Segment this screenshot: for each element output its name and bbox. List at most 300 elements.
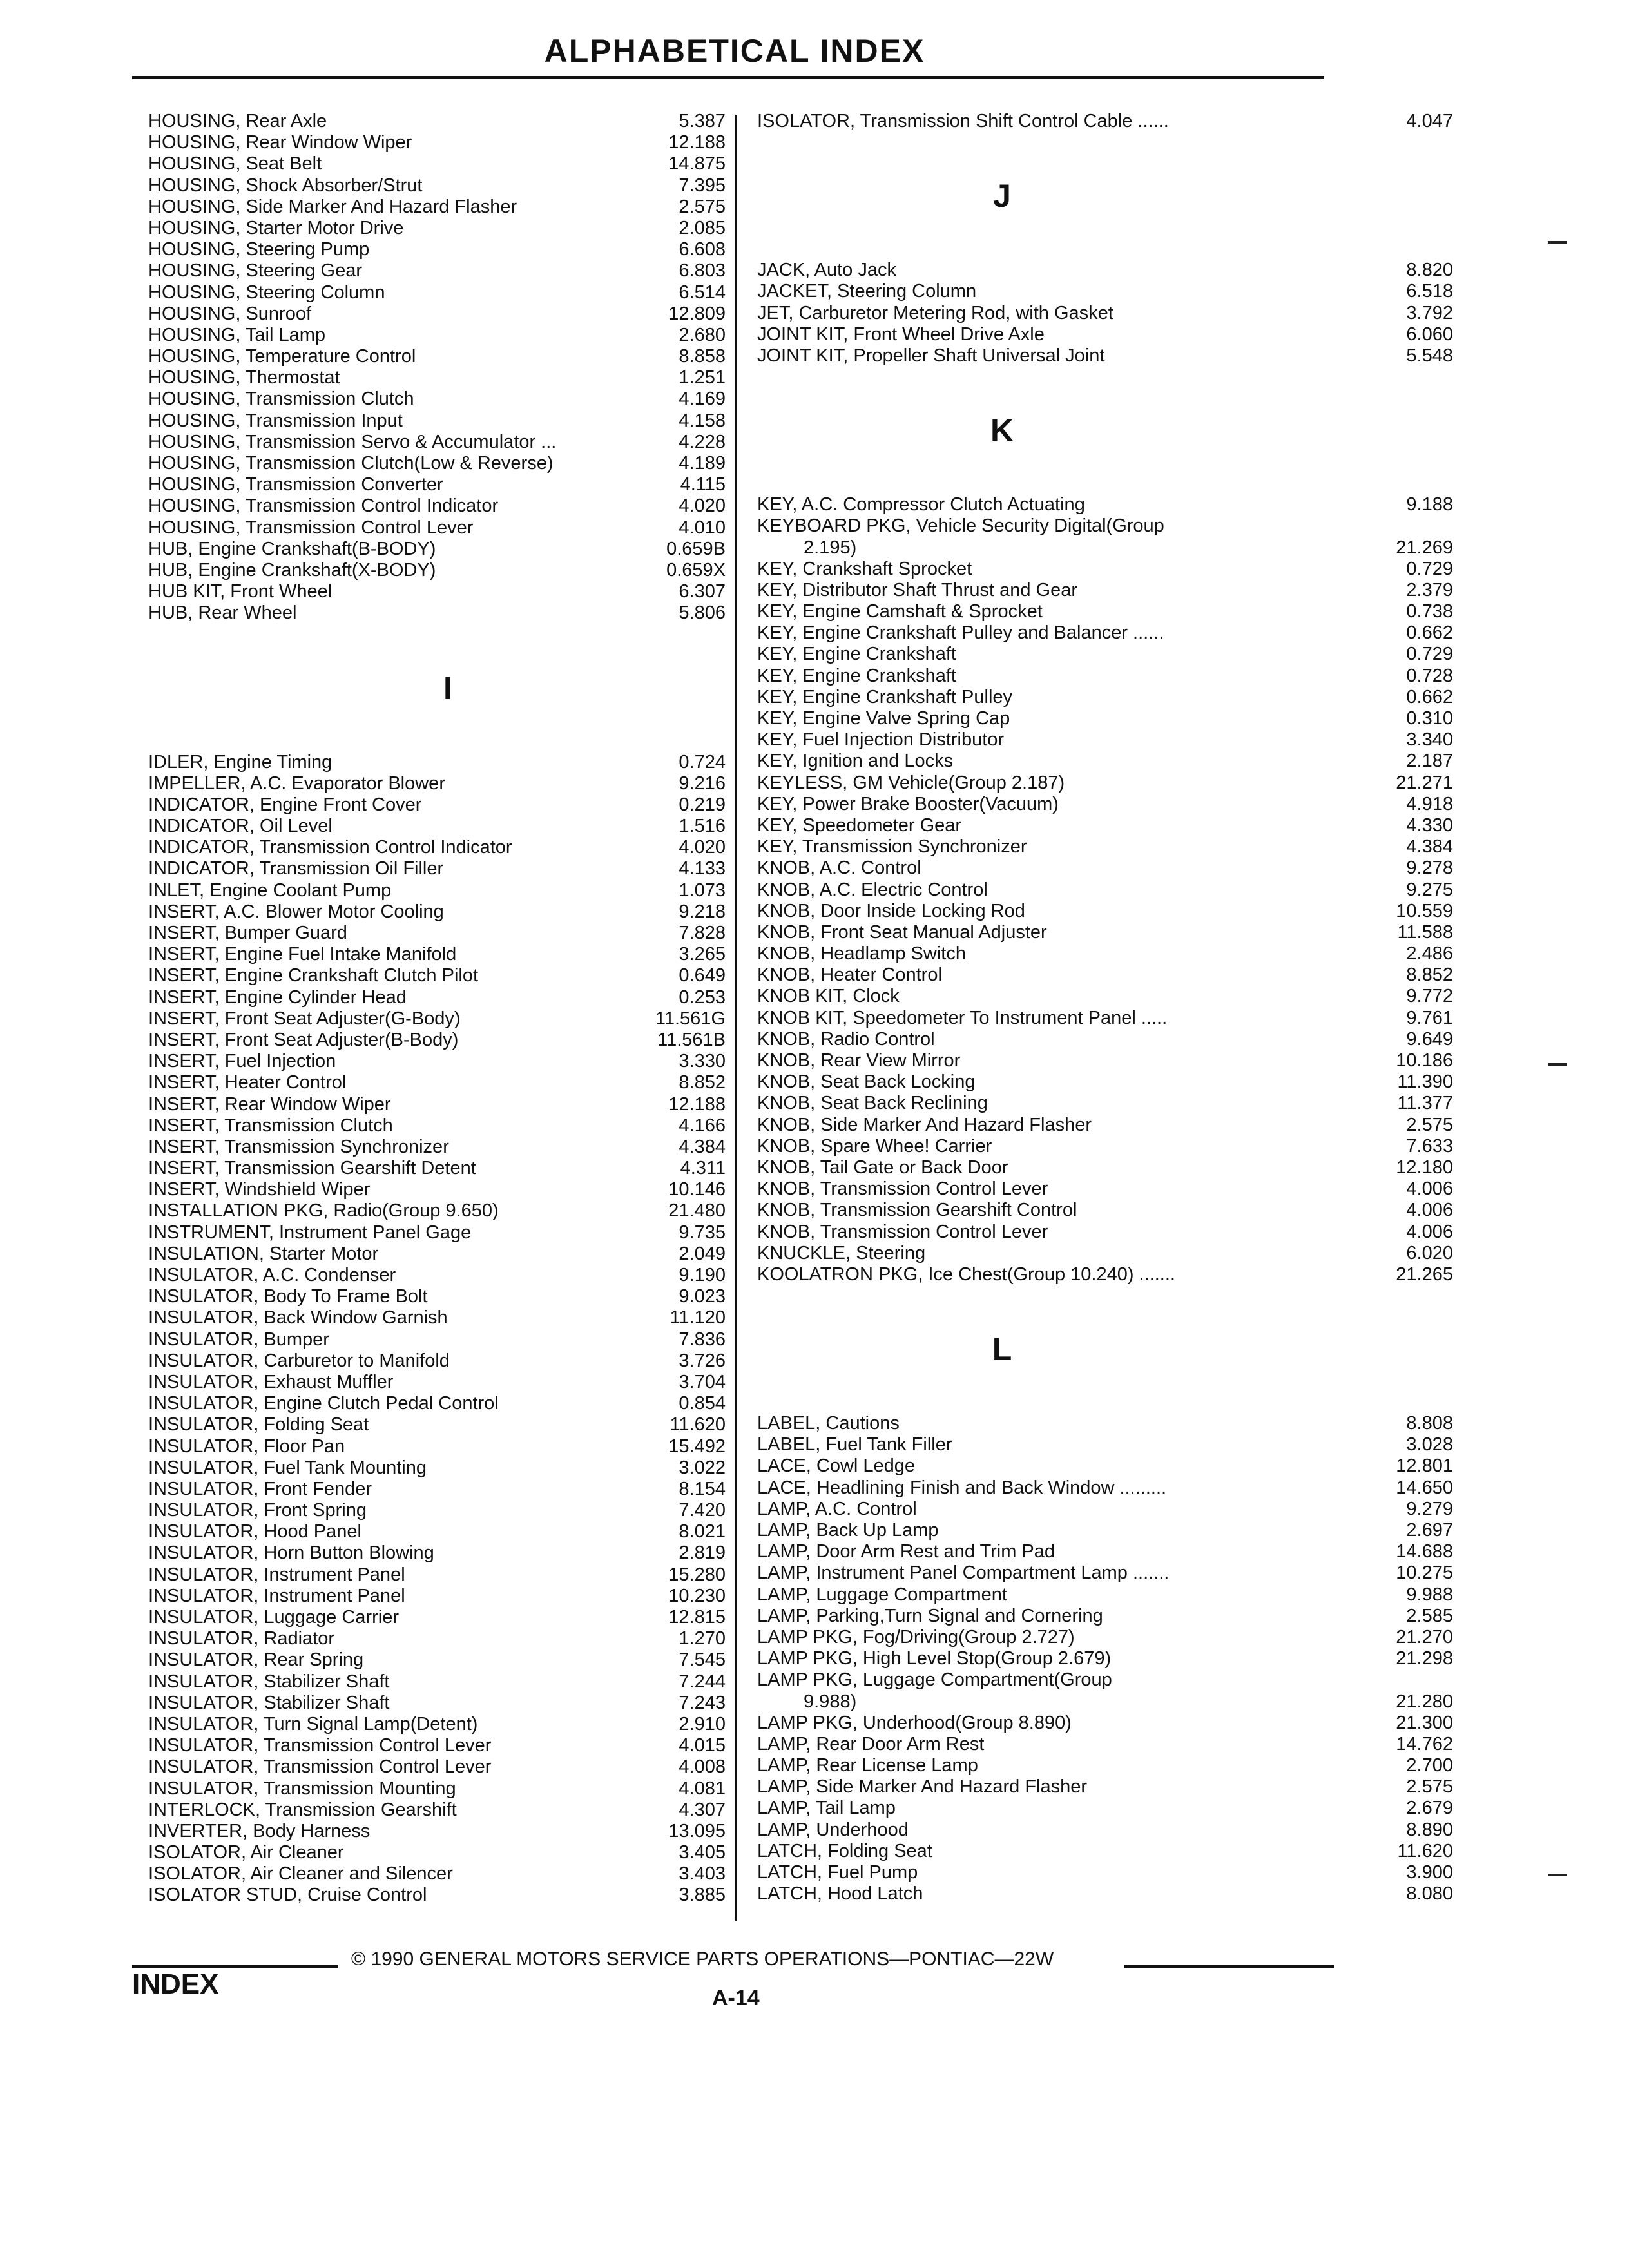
entry-name: KEYLESS, GM Vehicle(Group 2.187)	[757, 772, 1065, 793]
index-entry	[757, 1755, 1453, 1776]
entry-name: HUB, Engine Crankshaft(B-BODY)	[148, 538, 436, 559]
index-entry	[757, 1520, 1453, 1541]
index-entry	[757, 1626, 1453, 1648]
index-entry	[148, 1286, 728, 1307]
entry-page-ref: 4.384	[679, 1136, 726, 1157]
entry-name: INSULATOR, Folding Seat	[148, 1414, 369, 1436]
letter-spacer	[757, 452, 1337, 494]
index-entry	[148, 1372, 728, 1393]
entry-page-ref: 4.311	[680, 1158, 726, 1179]
entry-name: LABEL, Cautions	[757, 1413, 900, 1434]
entry-page-ref: 11.120	[670, 1307, 726, 1329]
entry-name: HOUSING, Transmission Clutch	[148, 389, 414, 410]
index-entry	[757, 1477, 1453, 1499]
index-entry	[757, 1114, 1453, 1136]
index-entry	[148, 1800, 728, 1821]
index-entry	[757, 1221, 1453, 1243]
index-entry	[148, 1521, 728, 1542]
entry-page-ref: 2.910	[679, 1713, 726, 1735]
entry-page-ref: 7.545	[679, 1649, 726, 1671]
entry-name: LAMP PKG, High Level Stop(Group 2.679)	[757, 1648, 1112, 1669]
entry-page-ref: 9.190	[679, 1265, 726, 1285]
index-entry	[148, 303, 728, 325]
index-entry	[757, 1135, 1453, 1157]
entry-page-ref: 12.801	[1396, 1456, 1453, 1477]
entry-name: HOUSING, Thermostat	[148, 367, 340, 389]
index-entry	[757, 986, 1453, 1007]
entry-page-ref: 21.298	[1396, 1648, 1453, 1669]
entry-page-ref: 4.047	[1406, 111, 1453, 131]
entry-page-ref: 4.006	[1406, 1221, 1453, 1242]
index-entry	[757, 921, 1453, 943]
entry-name: INSULATOR, Rear Spring	[148, 1649, 364, 1671]
entry-name: LAMP, Instrument Panel Compartment Lamp .......	[757, 1562, 1170, 1584]
index-entry	[148, 1457, 728, 1479]
entry-page-ref: 21.270	[1396, 1626, 1453, 1648]
entry-name: HOUSING, Steering Pump	[148, 239, 370, 260]
entry-name: HUB KIT, Front Wheel	[148, 581, 333, 602]
index-entry	[148, 944, 728, 965]
entry-name: KNOB, Seat Back Locking	[757, 1072, 976, 1093]
index-entry	[148, 1094, 728, 1115]
index-entry	[148, 1244, 728, 1265]
right-column	[757, 111, 1453, 1905]
entry-page-ref: 3.405	[679, 1842, 726, 1863]
entry-page-ref: 0.729	[1406, 558, 1453, 579]
entry-name: INSULATOR, Luggage Carrier	[148, 1607, 399, 1628]
entry-page-ref: 0.219	[679, 794, 726, 815]
entry-page-ref: 10.146	[668, 1179, 726, 1200]
entry-name: INSULATOR, Stabilizer Shaft	[148, 1671, 390, 1692]
entry-name: HOUSING, Temperature Control	[148, 346, 416, 367]
index-entry	[757, 793, 1453, 815]
entry-page-ref: 3.265	[679, 944, 726, 965]
entry-page-ref: 2.585	[1406, 1605, 1453, 1626]
entry-name: INSERT, Front Seat Adjuster(G-Body)	[148, 1008, 461, 1029]
index-entry	[757, 1242, 1453, 1264]
entry-page-ref: 9.216	[679, 773, 726, 794]
entry-page-ref: 7.828	[679, 923, 726, 943]
entry-name: HOUSING, Transmission Control Lever	[148, 517, 474, 538]
index-entry	[148, 1649, 728, 1671]
entry-name: INSERT, Transmission Gearshift Detent	[148, 1158, 476, 1179]
entry-name: KNOB KIT, Speedometer To Instrument Panel .....	[757, 1007, 1168, 1028]
entry-name: 2.195)	[804, 537, 857, 558]
index-entry	[757, 1498, 1453, 1520]
index-entry	[757, 1669, 1337, 1691]
entry-page-ref: 21.280	[1396, 1691, 1453, 1712]
entry-page-ref: 4.006	[1406, 1200, 1453, 1221]
entry-name: INSULATOR, Transmission Control Lever	[148, 1735, 492, 1756]
entry-name: INSULATOR, Front Spring	[148, 1500, 367, 1521]
index-entry	[757, 1819, 1453, 1841]
entry-page-ref: 5.548	[1406, 345, 1453, 366]
entry-page-ref: 0.724	[679, 751, 726, 773]
entry-name: INSULATOR, Carburetor to Manifold	[148, 1350, 450, 1371]
entry-page-ref: 1.251	[679, 367, 726, 389]
entry-page-ref: 3.885	[679, 1885, 726, 1906]
entry-page-ref: 2.575	[1406, 1776, 1453, 1798]
index-entry	[148, 1414, 728, 1436]
entry-name: KEY, Distributor Shaft Thrust and Gear	[757, 579, 1078, 601]
entry-name: LAMP PKG, Luggage Compartment(Group	[757, 1669, 1112, 1691]
entry-name: HOUSING, Side Marker And Hazard Flasher	[148, 196, 517, 217]
index-entry	[148, 923, 728, 944]
entry-page-ref: 15.280	[668, 1564, 726, 1585]
index-entry	[148, 858, 728, 879]
entry-page-ref: 7.836	[679, 1329, 726, 1350]
entry-page-ref: 4.020	[679, 495, 726, 517]
index-entry	[757, 772, 1453, 794]
index-entry	[148, 581, 728, 602]
entry-name: INSULATOR, Hood Panel	[148, 1521, 361, 1542]
entry-page-ref: 4.015	[679, 1735, 726, 1756]
index-entry	[148, 773, 728, 794]
entry-page-ref: 9.278	[1406, 858, 1453, 879]
index-entry	[148, 1693, 728, 1714]
margin-tick-3	[1548, 1874, 1567, 1876]
entry-page-ref: 2.575	[1406, 1114, 1453, 1135]
entry-page-ref: 8.080	[1406, 1883, 1453, 1905]
index-entry	[148, 282, 728, 303]
index-entry	[148, 1671, 728, 1693]
index-entry	[757, 729, 1453, 751]
index-entry	[148, 325, 728, 346]
index-entry	[148, 1885, 728, 1906]
entry-name: ISOLATOR, Air Cleaner and Silencer	[148, 1863, 453, 1885]
entry-name: KNOB, Radio Control	[757, 1028, 935, 1050]
entry-page-ref: 3.330	[679, 1051, 726, 1072]
entry-page-ref: 21.265	[1396, 1264, 1453, 1285]
index-entry	[148, 1842, 728, 1863]
index-entry	[757, 260, 1453, 281]
entry-page-ref: 2.679	[1406, 1798, 1453, 1819]
entry-name: INSULATOR, Transmission Mounting	[148, 1778, 456, 1799]
index-entry	[148, 453, 728, 474]
entry-name: LATCH, Fuel Pump	[757, 1862, 918, 1883]
entry-name: INSERT, Heater Control	[148, 1072, 347, 1093]
entry-page-ref: 4.008	[679, 1756, 726, 1778]
entry-name: KEY, Crankshaft Sprocket	[757, 558, 972, 579]
entry-page-ref: 6.060	[1406, 323, 1453, 345]
index-entry	[148, 153, 728, 175]
index-entry	[148, 432, 728, 453]
entry-name: KNOB, Front Seat Manual Adjuster	[757, 921, 1047, 943]
entry-page-ref: 7.633	[1406, 1135, 1453, 1157]
entry-name: KNOB, Heater Control	[757, 965, 942, 986]
entry-page-ref: 14.650	[1396, 1477, 1453, 1498]
letter-spacer	[757, 367, 1337, 409]
entry-name: LACE, Cowl Ledge	[757, 1456, 916, 1477]
entry-page-ref: 3.028	[1406, 1434, 1453, 1456]
index-entry	[757, 1562, 1453, 1584]
index-entry	[757, 1776, 1453, 1798]
index-entry	[757, 345, 1453, 367]
entry-name: KNOB, A.C. Control	[757, 858, 921, 879]
entry-name: HOUSING, Transmission Servo & Accumulator ...	[148, 431, 557, 452]
entry-name: INTERLOCK, Transmission Gearshift	[148, 1799, 457, 1820]
entry-name: KEY, Engine Crankshaft Pulley	[757, 686, 1013, 707]
entry-page-ref: 9.188	[1406, 494, 1453, 515]
entry-name: INSERT, Windshield Wiper	[148, 1179, 371, 1200]
entry-name: INSULATOR, Front Fender	[148, 1478, 372, 1499]
index-entry	[757, 1072, 1453, 1093]
index-entry	[757, 537, 1453, 559]
entry-page-ref: 11.620	[670, 1414, 726, 1436]
index-entry	[757, 1584, 1453, 1606]
entry-name: INSULATOR, Radiator	[148, 1628, 335, 1649]
entry-page-ref: 11.620	[1397, 1840, 1453, 1861]
index-entry	[757, 943, 1453, 965]
entry-name: ISOLATOR, Air Cleaner	[148, 1842, 344, 1863]
entry-name: INSERT, Engine Fuel Intake Manifold	[148, 944, 457, 965]
index-entry	[148, 1821, 728, 1842]
entry-page-ref: 4.133	[679, 858, 726, 879]
index-entry	[148, 474, 728, 495]
letter-spacer	[757, 217, 1337, 260]
index-entry	[757, 814, 1453, 836]
margin-tick-1	[1548, 241, 1567, 244]
entry-name: JOINT KIT, Propeller Shaft Universal Joint	[757, 345, 1105, 366]
entry-name: LAMP, Underhood	[757, 1819, 909, 1840]
entry-page-ref: 8.858	[679, 346, 726, 367]
entry-name: INSERT, Transmission Synchronizer	[148, 1136, 449, 1157]
entry-name: HOUSING, Transmission Clutch(Low & Reverse)	[148, 453, 554, 474]
index-entry	[757, 601, 1453, 622]
entry-name: INDICATOR, Engine Front Cover	[148, 794, 422, 815]
index-entry	[148, 1307, 728, 1329]
entry-page-ref: 2.697	[1406, 1520, 1453, 1541]
entry-page-ref: 9.761	[1406, 1007, 1453, 1028]
entry-name: HOUSING, Transmission Input	[148, 410, 403, 431]
index-entry	[757, 111, 1453, 132]
entry-name: INSULATOR, Stabilizer Shaft	[148, 1692, 390, 1713]
entry-name: ISOLATOR, Transmission Shift Control Cable ......	[757, 111, 1169, 131]
index-entry	[148, 602, 728, 624]
entry-name: KNOB, Rear View Mirror	[757, 1050, 961, 1071]
index-entry	[757, 1050, 1453, 1072]
entry-name: INSULATOR, Fuel Tank Mounting	[148, 1457, 427, 1478]
entry-page-ref: 7.420	[679, 1500, 726, 1521]
entry-name: KEY, Power Brake Booster(Vacuum)	[757, 793, 1059, 814]
entry-name: KNOB, Transmission Control Lever	[757, 1221, 1048, 1242]
entry-name: KNOB, Spare Whee! Carrier	[757, 1135, 992, 1157]
index-entry	[757, 1691, 1453, 1713]
index-entry	[148, 987, 728, 1008]
index-entry	[757, 1093, 1453, 1114]
index-entry	[148, 1607, 728, 1628]
entry-name: HOUSING, Rear Axle	[148, 111, 327, 131]
index-entry	[757, 900, 1453, 922]
entry-page-ref: 0.649	[679, 965, 726, 986]
entry-name: KEY, A.C. Compressor Clutch Actuating	[757, 494, 1085, 515]
entry-name: INSULATOR, Instrument Panel	[148, 1585, 405, 1606]
entry-page-ref: 6.803	[679, 260, 726, 282]
entry-page-ref: 2.819	[679, 1542, 726, 1564]
entry-page-ref: 8.808	[1406, 1413, 1453, 1434]
index-entry	[148, 1008, 728, 1030]
entry-name: HOUSING, Steering Gear	[148, 260, 362, 282]
index-entry	[757, 1712, 1453, 1734]
entry-name: KNOB KIT, Clock	[757, 986, 900, 1007]
entry-name: HOUSING, Tail Lamp	[148, 324, 326, 345]
index-entry	[148, 1137, 728, 1158]
index-entry	[148, 965, 728, 986]
entry-page-ref: 10.230	[668, 1585, 726, 1606]
index-entry	[148, 1756, 728, 1778]
entry-name: HOUSING, Starter Motor Drive	[148, 217, 404, 238]
entry-page-ref: 0.662	[1406, 686, 1453, 707]
entry-page-ref: 12.188	[668, 1093, 726, 1115]
index-entry	[148, 1329, 728, 1350]
entry-page-ref: 21.269	[1396, 537, 1453, 558]
entry-page-ref: 7.395	[679, 175, 726, 196]
entry-page-ref: 2.680	[679, 324, 726, 345]
index-entry	[757, 1733, 1453, 1755]
index-entry	[148, 1628, 728, 1649]
entry-page-ref: 11.561G	[655, 1008, 726, 1029]
entry-name: LAMP PKG, Underhood(Group 8.890)	[757, 1712, 1072, 1733]
entry-page-ref: 4.010	[679, 517, 726, 538]
index-entry	[148, 495, 728, 517]
index-entry	[757, 1413, 1453, 1434]
entry-name: INSERT, A.C. Blower Motor Cooling	[148, 901, 444, 922]
entry-page-ref: 12.809	[668, 303, 726, 324]
entry-page-ref: 3.340	[1406, 729, 1453, 751]
entry-page-ref: 8.154	[679, 1478, 726, 1499]
entry-name: KEYBOARD PKG, Vehicle Security Digital(Group	[757, 515, 1164, 537]
entry-name: KEY, Engine Valve Spring Cap	[757, 708, 1010, 729]
index-entry	[148, 1778, 728, 1800]
index-entry	[148, 1500, 728, 1521]
entry-page-ref: 0.738	[1406, 601, 1453, 622]
index-entry	[757, 579, 1453, 601]
entry-page-ref: 14.875	[668, 153, 726, 175]
entry-page-ref: 9.988	[1406, 1584, 1453, 1605]
index-entry	[148, 1072, 728, 1093]
index-entry	[148, 752, 728, 773]
left-column	[148, 111, 728, 1907]
entry-name: LAMP, A.C. Control	[757, 1498, 917, 1519]
entry-page-ref: 9.279	[1406, 1498, 1453, 1519]
entry-page-ref: 12.180	[1396, 1157, 1453, 1178]
index-entry	[757, 1178, 1453, 1200]
index-entry	[757, 494, 1453, 515]
entry-page-ref: 12.815	[668, 1607, 726, 1628]
index-entry	[148, 517, 728, 539]
entry-page-ref: 10.186	[1396, 1050, 1453, 1071]
index-entry	[148, 197, 728, 218]
index-entry	[757, 1862, 1453, 1883]
entry-name: INSTRUMENT, Instrument Panel Gage	[148, 1222, 472, 1243]
entry-page-ref: 0.659X	[666, 559, 726, 581]
entry-name: LABEL, Fuel Tank Filler	[757, 1434, 952, 1456]
entry-page-ref: 9.649	[1406, 1028, 1453, 1050]
entry-name: INSULATOR, Bumper	[148, 1329, 329, 1350]
entry-page-ref: 1.516	[679, 816, 726, 837]
entry-page-ref: 9.735	[679, 1222, 726, 1243]
index-entry	[148, 1586, 728, 1607]
entry-page-ref: 5.387	[679, 111, 726, 131]
entry-page-ref: 4.158	[679, 410, 726, 431]
entry-page-ref: 6.518	[1406, 281, 1453, 302]
entry-name: JACK, Auto Jack	[757, 260, 896, 281]
entry-name: KEY, Fuel Injection Distributor	[757, 729, 1005, 751]
entry-page-ref: 11.561B	[657, 1029, 726, 1050]
entry-page-ref: 4.006	[1406, 1178, 1453, 1200]
index-entry	[757, 1605, 1453, 1627]
entry-page-ref: 9.218	[679, 901, 726, 922]
index-entry	[757, 686, 1453, 708]
entry-page-ref: 13.095	[668, 1820, 726, 1841]
entry-page-ref: 2.575	[679, 196, 726, 217]
index-entry	[148, 901, 728, 923]
entry-name: LAMP, Tail Lamp	[757, 1798, 896, 1819]
entry-name: INSULATOR, Engine Clutch Pedal Control	[148, 1393, 499, 1414]
entry-name: LATCH, Hood Latch	[757, 1883, 923, 1905]
section-letter: J	[993, 178, 1011, 215]
entry-page-ref: 14.762	[1396, 1733, 1453, 1754]
index-entry	[148, 132, 728, 153]
entry-name: KEY, Ignition and Locks	[757, 751, 954, 772]
entry-page-ref: 2.187	[1406, 751, 1453, 772]
entry-page-ref: 8.890	[1406, 1819, 1453, 1840]
entry-page-ref: 0.253	[679, 986, 726, 1008]
index-entry	[757, 1200, 1453, 1221]
entry-name: INVERTER, Body Harness	[148, 1820, 371, 1841]
index-entry	[148, 1051, 728, 1072]
index-entry	[148, 410, 728, 432]
index-entry	[148, 1479, 728, 1500]
index-entry	[148, 1393, 728, 1414]
entry-name: INLET, Engine Coolant Pump	[148, 879, 392, 901]
entry-name: KNOB, Side Marker And Hazard Flasher	[757, 1114, 1092, 1135]
index-entry	[757, 622, 1453, 644]
entry-name: HUB, Engine Crankshaft(X-BODY)	[148, 559, 436, 581]
entry-name: KOOLATRON PKG, Ice Chest(Group 10.240) .......	[757, 1264, 1175, 1285]
entry-page-ref: 12.188	[668, 132, 726, 153]
entry-page-ref: 6.514	[679, 282, 726, 303]
entry-page-ref: 21.300	[1396, 1712, 1453, 1733]
index-entry	[148, 1436, 728, 1457]
entry-name: LACE, Headlining Finish and Back Window .........	[757, 1477, 1167, 1498]
entry-name: INSERT, Bumper Guard	[148, 923, 347, 943]
entry-page-ref: 3.403	[679, 1863, 726, 1885]
index-entry	[148, 1542, 728, 1564]
entry-name: ISOLATOR STUD, Cruise Control	[148, 1885, 427, 1906]
page-number: A-14	[712, 1986, 760, 2010]
entry-name: INDICATOR, Transmission Oil Filler	[148, 858, 444, 879]
letter-spacer	[757, 132, 1337, 175]
index-entry	[757, 965, 1453, 986]
index-entry	[757, 644, 1453, 665]
entry-name: INSULATOR, Transmission Control Lever	[148, 1756, 492, 1778]
entry-page-ref: 11.390	[1397, 1072, 1453, 1093]
index-entry	[757, 1648, 1453, 1669]
entry-page-ref: 21.480	[668, 1200, 726, 1222]
entry-name: HOUSING, Steering Column	[148, 282, 385, 303]
entry-name: KNOB, A.C. Electric Control	[757, 879, 988, 900]
entry-page-ref: 2.085	[679, 217, 726, 238]
entry-name: LAMP, Rear Door Arm Rest	[757, 1733, 985, 1754]
entry-name: HOUSING, Transmission Converter	[148, 474, 443, 495]
entry-page-ref: 9.772	[1406, 986, 1453, 1007]
index-entry	[757, 558, 1453, 580]
entry-page-ref: 3.900	[1406, 1862, 1453, 1883]
entry-page-ref: 10.275	[1396, 1562, 1453, 1584]
index-entry	[757, 1541, 1453, 1562]
entry-page-ref: 6.307	[679, 581, 726, 602]
